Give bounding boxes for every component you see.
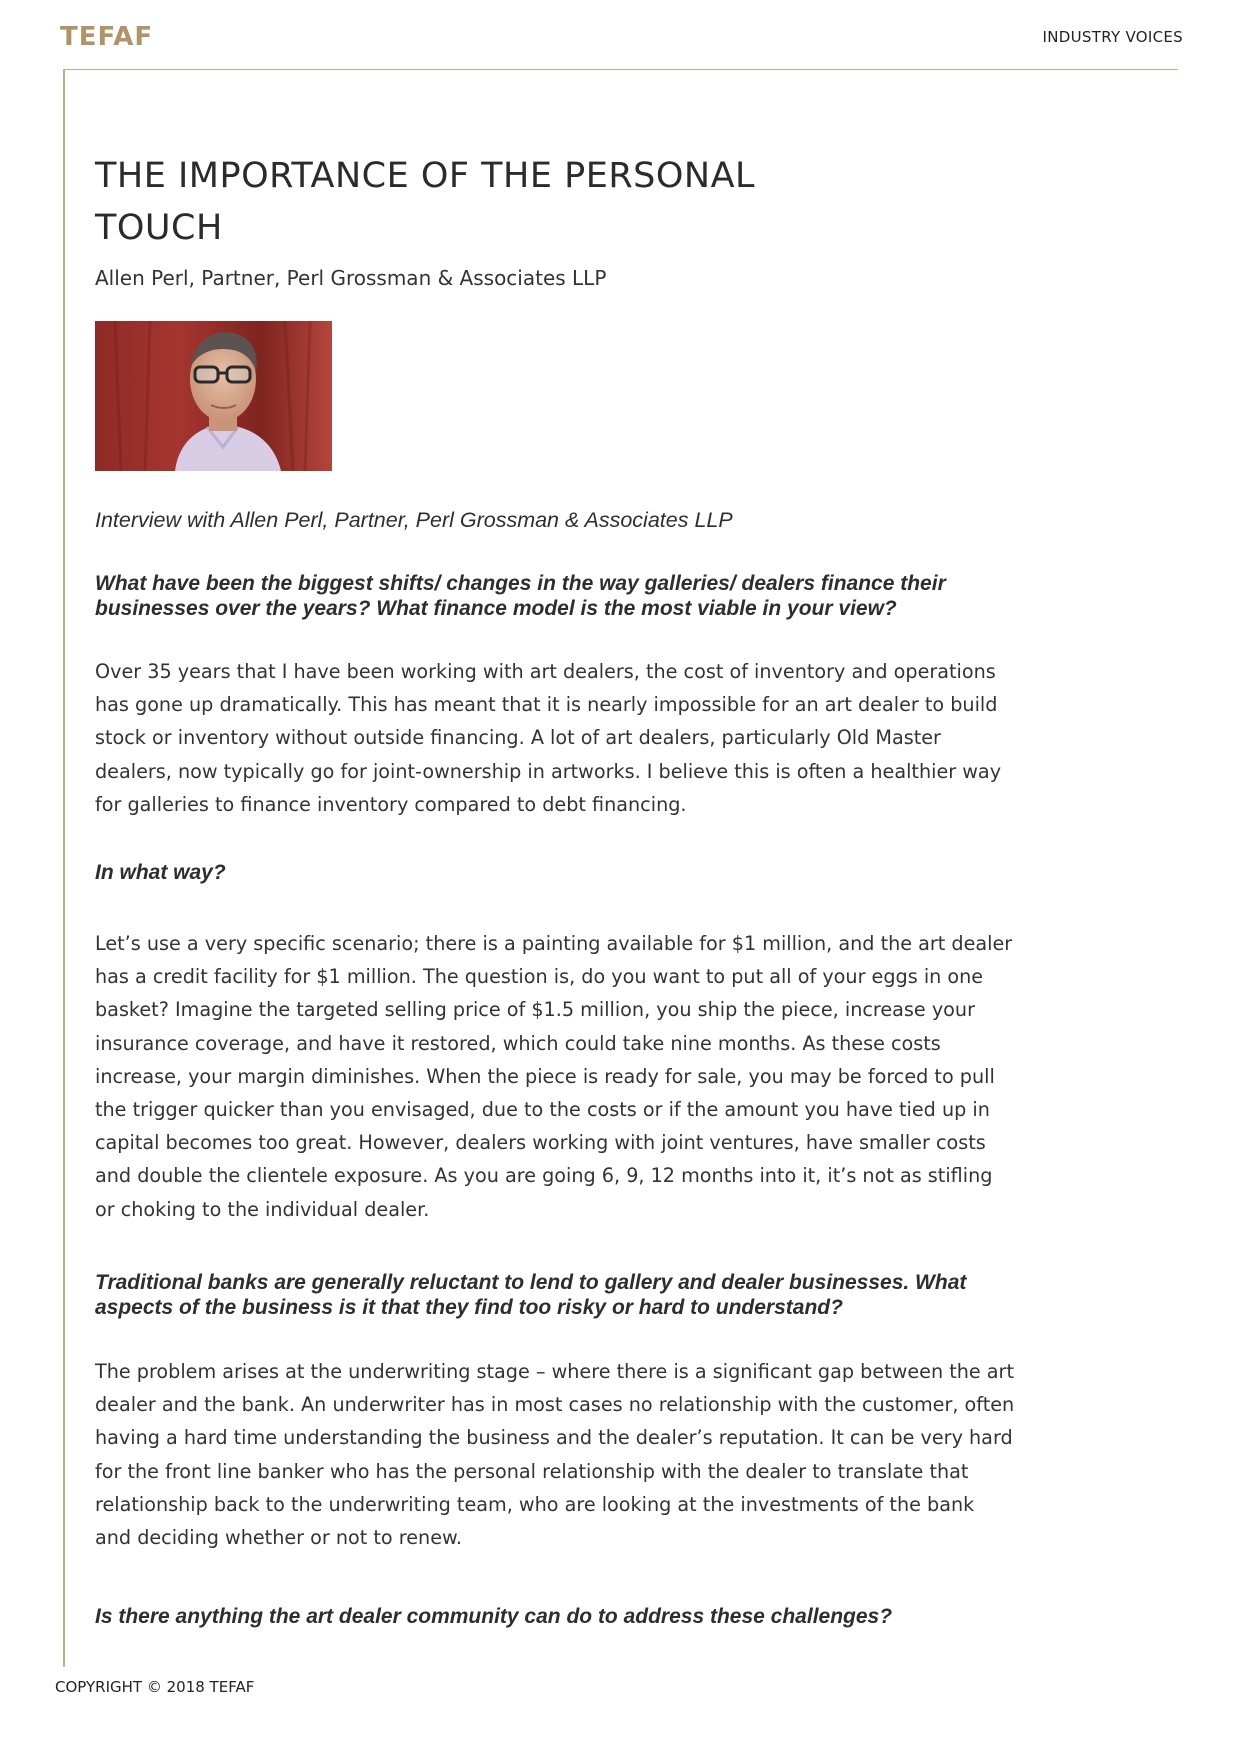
answer-2: Let’s use a very specific scenario; there is a painting available for $1 million, and the art dealer has a credit facility for $1 million. The question is, do you want to put all of your eggs in one basket? Imagine the targeted selling price of $1.5 million, you ship the piece, increase your insurance coverage, and have it restored, which could take nine months. As these costs increase, your margin diminishes. When the piece is ready for sale, you may be forced to pull the trigger quicker than you envisaged, due to the costs or if the amount you have tied up in capital becomes too great. However, dealers working with joint ventures, have smaller costs and double the clientele exposure. As you are going 6, 9, 12 months into it, it’s not as stifling or choking to the individual dealer. — [95, 932, 1013, 1221]
article-title: THE IMPORTANCE OF THE PERSONAL TOUCH — [95, 156, 756, 248]
copyright-notice: COPYRIGHT © 2018 TEFAF — [55, 1678, 255, 1696]
question-1: What have been the biggest shifts/ changes in the way galleries/ dealers finance their businesses over the years? What finance model is the most viable in your view? — [95, 572, 946, 620]
answer-3: The problem arises at the underwriting stage – where there is a significant gap between the art dealer and the bank. An underwriter has in most cases no relationship with the customer, often having a hard time understanding the business and the dealer’s reputation. It can be very hard for the front line banker who has the personal relationship with the dealer to translate that relationship back to the underwriting team, who are looking at the investments of the bank and deciding whether or not to renew. — [95, 1360, 1015, 1550]
question-2: In what way? — [95, 861, 226, 884]
tefaf-logo[interactable]: TEFAF — [60, 22, 154, 52]
question-3: Traditional banks are generally reluctant to lend to gallery and dealer businesses. What aspects of the business is it that they find too risky or hard to understand? — [95, 1271, 967, 1319]
question-4: Is there anything the art dealer community can do to address these challenges? — [95, 1605, 893, 1628]
content-left-border — [63, 69, 65, 1667]
header-divider — [64, 69, 1178, 70]
author-portrait — [95, 321, 332, 471]
answer-1: Over 35 years that I have been working with art dealers, the cost of inventory and operations has gone up dramatically. This has meant that it is nearly impossible for an art dealer to build stock or inventory without outside financing. A lot of art dealers, particularly Old Master dealers, now typically go for joint-ownership in artworks. I believe this is often a healthier way for galleries to finance inventory compared to debt financing. — [95, 660, 1002, 816]
interview-intro: Interview with Allen Perl, Partner, Perl Grossman & Associates LLP — [95, 508, 733, 532]
section-label: INDUSTRY VOICES — [1042, 28, 1183, 46]
article-byline: Allen Perl, Partner, Perl Grossman & Associates LLP — [95, 266, 607, 290]
